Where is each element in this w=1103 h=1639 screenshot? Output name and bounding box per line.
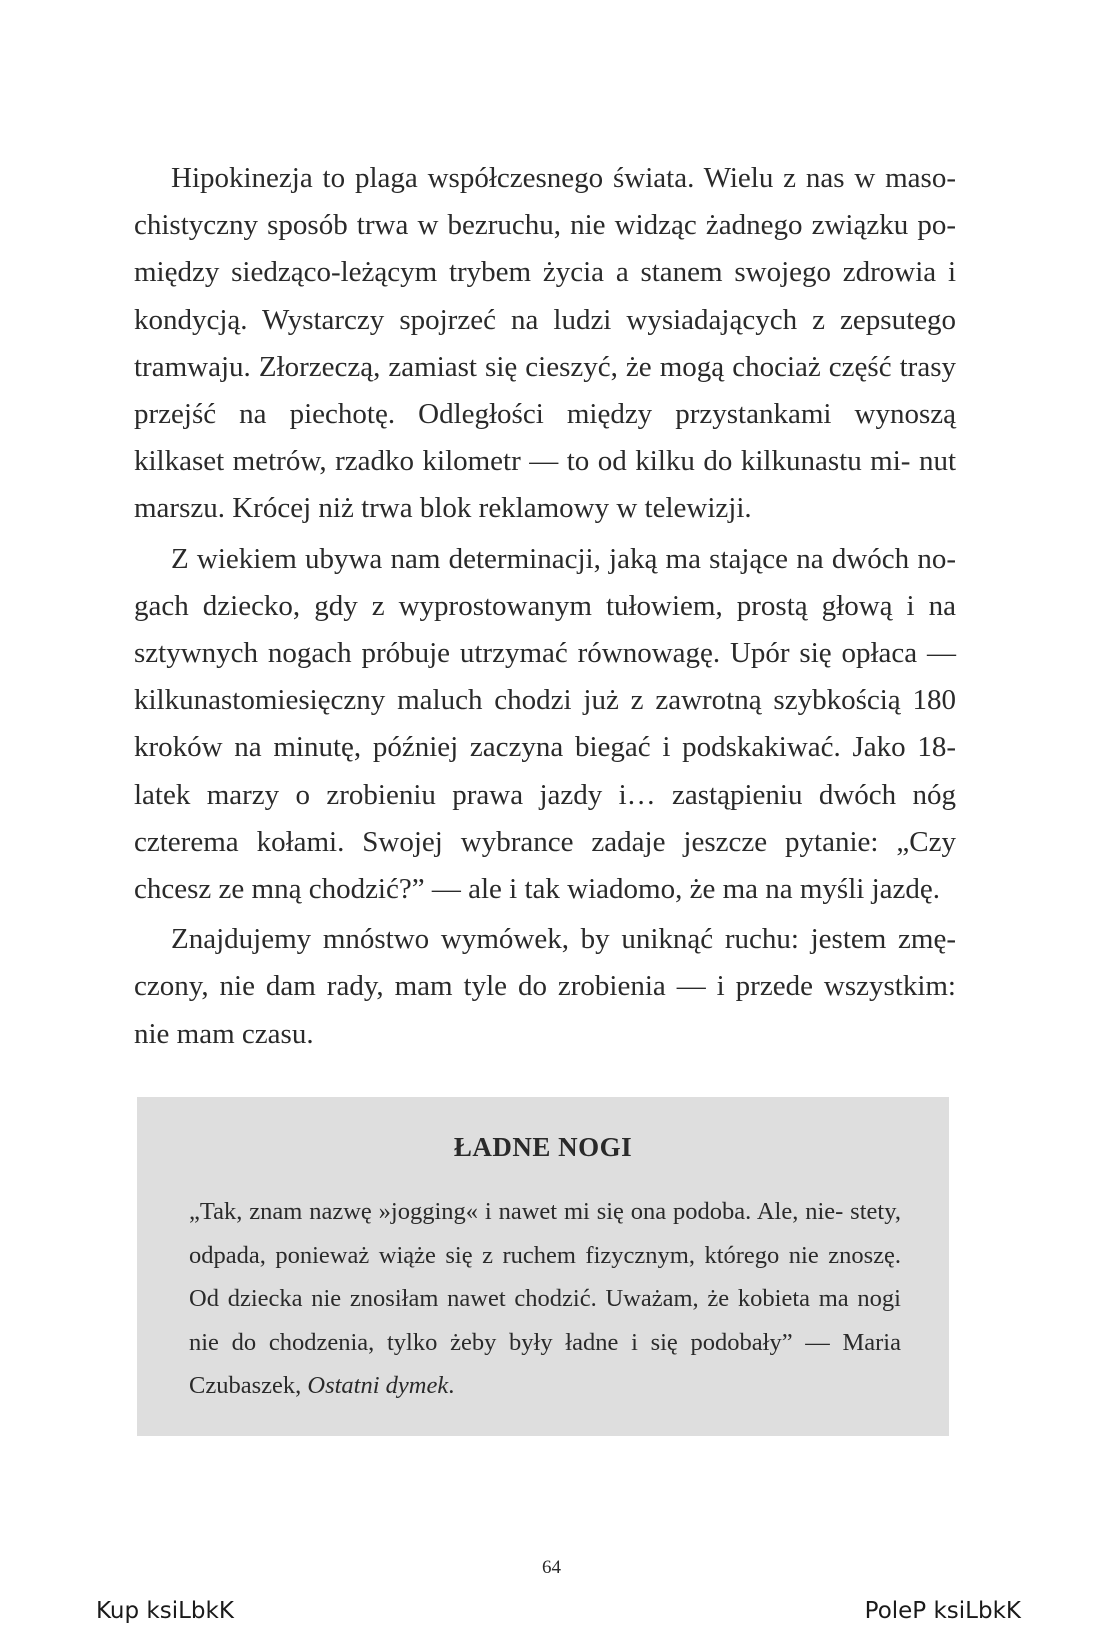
body-text bbox=[134, 155, 956, 1061]
box-title: ŁADNE NOGI bbox=[453, 1132, 633, 1162]
paragraph-2: Z wiekiem ubywa nam determinacji, jaką ma stające na dwóch no- gach dziecko, gdy z wyprostowanym tułowiem, prostą głową i na sztywnych nogach próbuje utrzymać równowagę. Upór się opłaca — kilkunastomiesięczny maluch chodzi już z zawrotną szybkością 180 kroków na minutę, później zaczyna biegać i podskakiwać. Jako 18-latek marzy o zrobieniu prawa jazdy i… zastąpieniu dwóch nóg czterema kołami. Swojej wybrance zadaje jeszcze pytanie: „Czy chcesz ze mną chodzić?” — ale i tak wiadomo, że ma na myśli jazdę. bbox=[134, 542, 956, 906]
paragraph-3: Znajdujemy mnóstwo wymówek, by uniknąć ruchu: jestem zmę- czony, nie dam rady, mam tyle do zrobienia — i przede wszystkim: nie mam czasu. bbox=[134, 923, 956, 1050]
box-quote bbox=[189, 1190, 901, 1408]
page-number: 64 bbox=[542, 1557, 561, 1578]
quote-end: . bbox=[448, 1372, 455, 1399]
sidebar-box bbox=[137, 1097, 949, 1436]
paragraph-1: Hipokinezja to plaga współczesnego świata. Wielu z nas w maso- chistyczny sposób trwa w bezruchu, nie widząc żadnego związku po- między siedząco-leżącym trybem życia a stanem swojego zdrowia i kondycją. Wystarczy spojrzeć na ludzi wysiadających z zepsutego tramwaju. Złorzeczą, zamiast się cieszyć, że mogą chociaż część trasy przejść na piechotę. Odległości między przystankami wynoszą kilkaset metrów, rzadko kilometr — to od kilku do kilkunastu mi- nut marszu. Krócej niż trwa blok reklamowy w telewizji. bbox=[134, 162, 956, 525]
quote-text: „Tak, znam nazwę »jogging« i nawet mi się ona podoba. Ale, nie- stety, odpada, ponieważ wiąże się z ruchem fizycznym, którego nie znoszę. Od dziecka nie znosiłam nawet chodzić. Uważam, że kobieta ma nogi nie do chodzenia, tylko żeby były ładne i się podobały” — Maria Czubaszek, bbox=[189, 1198, 901, 1399]
buy-book-link[interactable]: Kup ksiLbkK bbox=[96, 1598, 234, 1624]
recommend-book-link[interactable]: PoleP ksiLbkK bbox=[864, 1598, 1021, 1624]
quote-source: Ostatni dymek bbox=[307, 1372, 449, 1399]
